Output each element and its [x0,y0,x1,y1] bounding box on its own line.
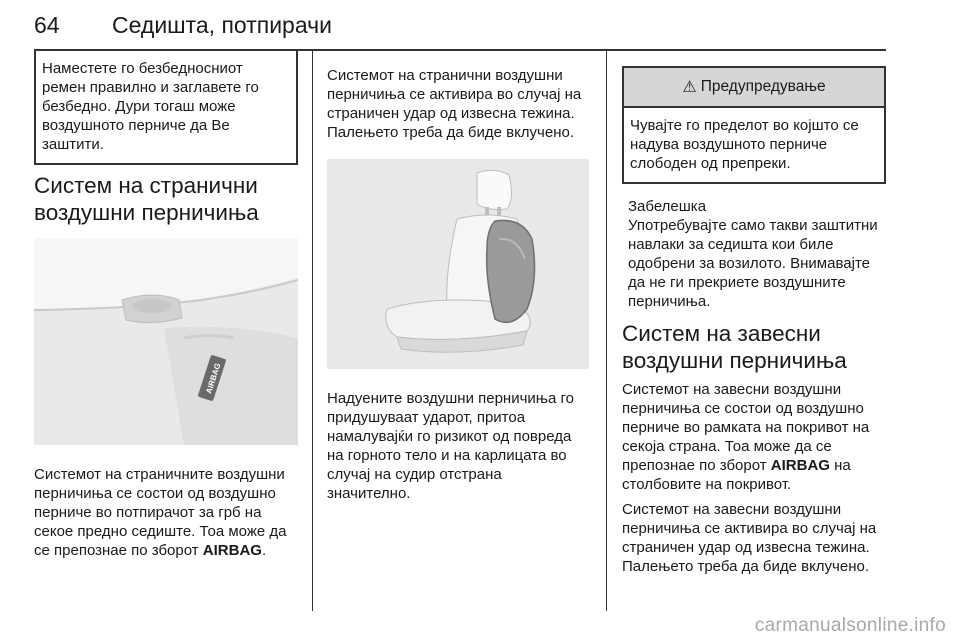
page-number: 64 [34,12,60,38]
warning-box [622,66,886,184]
curtain-airbag-activation-text: Системот на завесни воздушни перничиња се активира во случај на страничен удар од извесна тежина. Палењето треба да биде вклучено. [622,501,877,575]
column-middle [327,51,589,503]
side-airbag-description-end: . [261,542,267,559]
inflated-airbag-image [327,159,589,369]
airbag-word-curtain: AIRBAG [770,457,830,474]
side-airbag-activation-text: Системот на странични воздушни перничиња се активира во случај на страничен удар од извесна тежина. Палењето треба да биде вклучено. [327,67,582,141]
warning-triangle-icon: ⚠ [682,79,697,96]
curtain-airbag-description-text: Системот на завесни воздушни перничиња се состои од воздушно перниче во рамката на покривот на секоја страна. Тоа може да се препознае по зборот [622,381,870,474]
inflated-airbag-caption: Надуените воздушни перничиња го придушуваат ударот, притоа намалувајќи го ризикот од повреда на горното тело и на карлицата во случај на судир отстрана значително. [327,390,574,502]
running-title: Седишта, потпирачи [112,12,332,38]
side-airbag-description [34,465,298,560]
curtain-airbag-description [622,380,886,494]
column-divider-2 [606,51,607,611]
column-right [622,51,886,576]
warning-title: Предупредување [700,78,826,95]
seat-airbag-label-image [34,238,298,445]
warning-header [624,68,884,108]
column-divider-1 [312,51,313,611]
seat-closeup-illustration [34,238,298,445]
watermark: carmanualsonline.info [754,615,946,636]
note-title: Забелешка [628,198,707,215]
airbag-word: AIRBAG [202,542,262,559]
boxed-note-text: Наместете го безбедносниот ремен правилно и заглавете го безбедно. Дури тогаш може воздушното перниче да Ве заштити. [42,60,259,153]
side-airbag-heading: Систем на странични воздушни перничиња [34,173,259,225]
seat-with-inflated-airbag-illustration [327,159,589,369]
curtain-airbag-heading: Систем на завесни воздушни перничиња [622,321,847,373]
curtain-airbag-description-end: на столбовите на покривот. [622,457,851,493]
airbag-tag-label: AIRBAG [204,362,223,395]
note-text: Употребувајте само такви заштитни навлаки за седишта кои биле одобрени за возилото. Внимавајте да не ги прекриете воздушните перничиња. [628,217,878,310]
side-airbag-description-text: Системот на страничните воздушни перничиња се состои од воздушно перниче во потпирачот за грб на секое предно седиште. Тоа може да се препознае по зборот [34,466,287,559]
page-header [34,6,886,48]
column-left [34,51,298,560]
boxed-note [34,51,298,165]
warning-body [624,108,884,182]
warning-text: Чувајте го пределот во којшто се надува воздушното перниче слободен од препреки. [630,117,859,172]
